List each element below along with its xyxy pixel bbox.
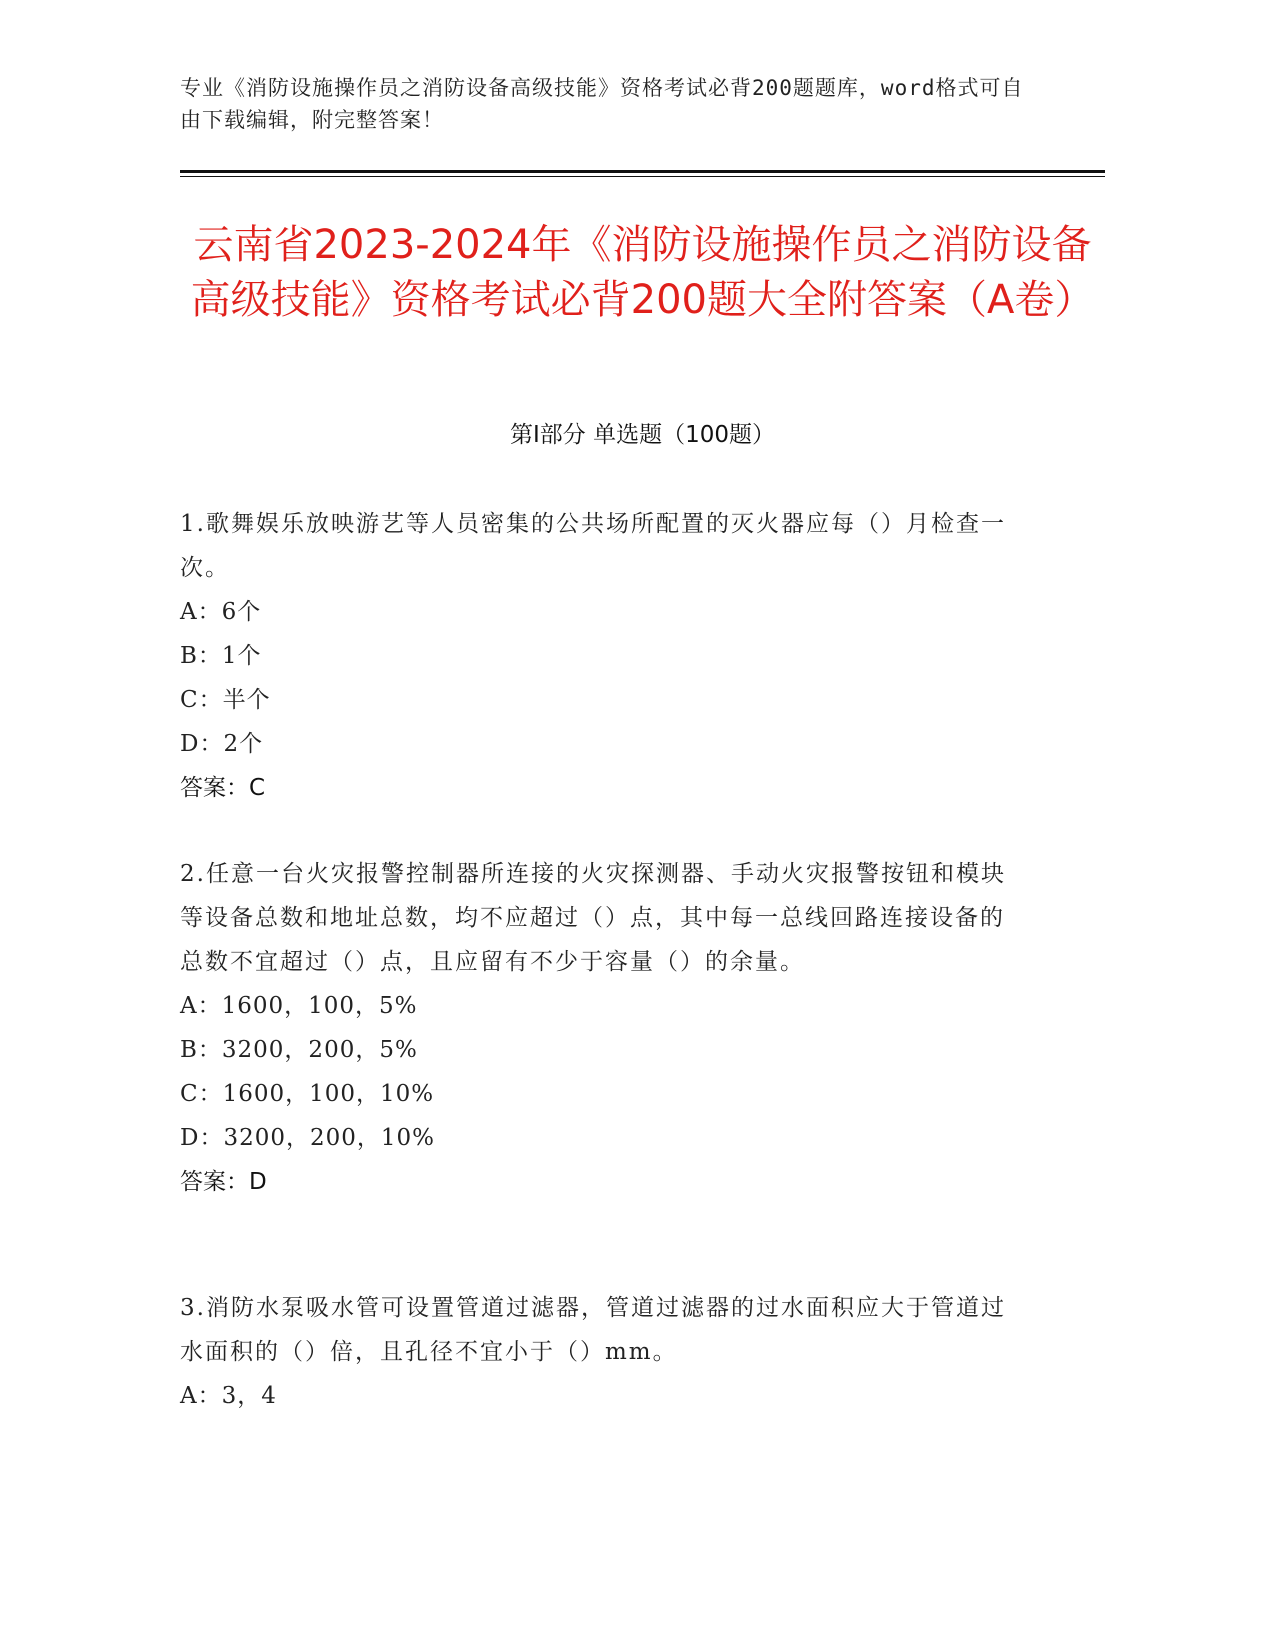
question-stem: 3.消防水泵吸水管可设置管道过滤器，管道过滤器的过水面积应大于管道过水面积的（）倍，且孔径不宜小于（）mm。 [180,1295,1006,1365]
question-stem: 1.歌舞娱乐放映游艺等人员密集的公共场所配置的灭火器应每（）月检查一次。 [180,511,1006,581]
answer: 答案：D [180,1169,267,1195]
answer: 答案：C [180,775,266,801]
question-2 [180,852,1020,1204]
header-divider-thin [180,176,1105,177]
option-b: B：3200，200，5% [180,1037,418,1063]
option-d: D：2个 [180,731,264,757]
header-note: 专业《消防设施操作员之消防设备高级技能》资格考试必背200题题库，word格式可自由下载编辑，附完整答案！ [180,76,1024,132]
question-1 [180,502,1020,810]
option-b: B：1个 [180,643,262,669]
question-3 [180,1286,1020,1418]
option-c: C：1600，100，10% [180,1081,435,1107]
section-heading: 第I部分 单选题（100题） [510,422,775,448]
option-d: D：3200，200，10% [180,1125,435,1151]
document-title: 云南省2023-2024年《消防设施操作员之消防设备高级技能》资格考试必背200题大全附答案（A卷） [190,222,1095,323]
option-c: C：半个 [180,687,271,713]
option-a: A：3，4 [180,1383,277,1409]
option-a: A：6个 [180,599,262,625]
option-a: A：1600，100，5% [180,993,418,1019]
header-divider-thick [180,170,1105,173]
question-stem: 2.任意一台火灾报警控制器所连接的火灾探测器、手动火灾报警按钮和模块等设备总数和地址总数，均不应超过（）点，其中每一总线回路连接设备的总数不宜超过（）点，且应留有不少于容量（）的余量。 [180,861,1006,975]
